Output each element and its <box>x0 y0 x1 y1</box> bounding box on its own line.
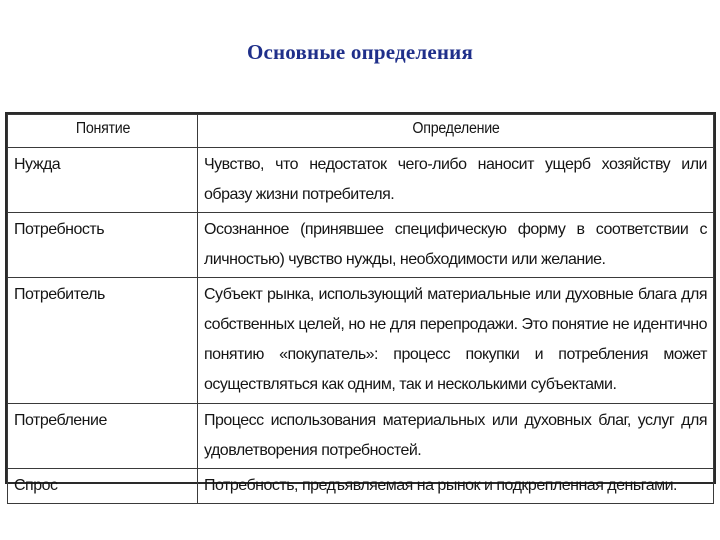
definition-cell: Осознанное (принявшее специфическую форму в соответствии с личностью) чувство нужды, необходимости или желание. <box>198 213 714 278</box>
table-row <box>8 213 714 278</box>
term-cell: Потребитель <box>8 278 198 404</box>
table-header-row <box>8 115 714 148</box>
table-row <box>8 278 714 404</box>
definition-cell: Чувство, что недостаток чего-либо наносит ущерб хозяйству или образу жизни потребителя. <box>198 148 714 213</box>
term-cell: Спрос <box>8 469 198 504</box>
table-row <box>8 469 714 504</box>
term-cell: Потребление <box>8 404 198 469</box>
definitions-table <box>7 114 714 504</box>
definitions-table-container <box>5 112 716 494</box>
definition-cell: Потребность, предъявляемая на рынок и подкрепленная деньгами. <box>198 469 714 504</box>
header-definition: Определение <box>218 115 693 148</box>
definition-cell: Субъект рынка, использующий материальные или духовные блага для собственных целей, но не для перепродажи. Это понятие не идентично понятию «покупатель»: процесс покупки и потребления может осуществляться как одним, так и несколькими субъектами. <box>198 278 714 404</box>
table-row <box>8 404 714 469</box>
definition-cell: Процесс использования материальных или духовных благ, услуг для удовлетворения потребностей. <box>198 404 714 469</box>
page-title: Основные определения <box>246 40 474 64</box>
term-cell: Нужда <box>8 148 198 213</box>
header-term: Понятие <box>15 115 190 148</box>
term-cell: Потребность <box>8 213 198 278</box>
table-row <box>8 148 714 213</box>
